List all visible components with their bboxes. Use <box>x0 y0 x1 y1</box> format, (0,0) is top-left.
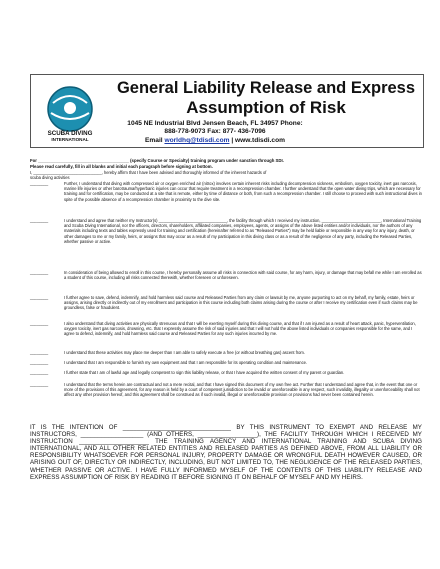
contact-line: Email worldhq@tdisdi.com | www.tdisdi.com <box>145 137 285 144</box>
clause-text: I understand that these activities may place me deeper than I am able to safely execute a free (or without breathing gas) ascent from. <box>64 350 305 355</box>
initial-blank[interactable]: ________ <box>30 360 49 365</box>
document-title <box>111 79 421 117</box>
initial-blank[interactable]: ________ <box>30 321 49 326</box>
initial-blank[interactable]: ________ <box>30 350 49 355</box>
affirm-text-2: scuba diving activities <box>30 175 70 180</box>
initial-blank[interactable]: ________ <box>30 218 49 223</box>
clause-8 <box>30 370 422 380</box>
address-line: 1045 NE Industrial Blvd Jensen Beach, FL 34957 Phone: <box>127 120 303 127</box>
clause-text: I further state that I am of lawful age and legally competent to sign this liability release, or that I have acquired the written consent of my parent or guardian. <box>64 370 345 375</box>
initial-blank[interactable]: ________ <box>30 295 49 300</box>
clause-6 <box>30 350 422 360</box>
phone-fax: 888-778-9073 Fax: 877- 436-7096 <box>164 128 266 135</box>
initial-blank[interactable]: ________ <box>30 181 49 186</box>
clause-9 <box>30 382 422 415</box>
course-specify: For ______________________________________ (specify Course or Specialty) training program under sanction through SDI. <box>30 158 284 163</box>
clause-text: I also understand that diving activities are physically strenuous and that I will be exerting myself during this diving course, and that if I am injured as a result of heart attack, panic, hyperventilation, oxygen toxicity, inert gas narcosis, drowning, etc. that I expressly assume the risk of said injuries and that I will not hold the above listed individuals or companies responsible for the same, and I agree to defend, indemnify, and hold harmless said course and Released Parties for any such injuries incurred by me. <box>64 321 416 337</box>
affirm-text: I, ______________________________, hereby affirm that I have been advised and thoroughly informed of the inherent hazards of <box>30 170 267 175</box>
clause-5 <box>30 321 422 347</box>
clause-text: I understand and agree that neither my Instructor(s) ______________________________, the facility through which I received my instruction, __________________________, International Training and Scuba Diving International, nor the officers, directors, shareholders, affiliated companies, employees, agents, or assigns of the above listed entities and/or individuals, nor the authors of any materials including texts and tables expressly used for training and certification (hereinafter referred to as "Released Parties") may be held liable or responsible in any way for any injury, death, or other damages to me or my family, heirs, or assigns that may occur as a result of my participation in this diving class or as a result of the negligence of any party, including the Released Parties, whether passive or active. <box>64 218 422 244</box>
svg-text:INTERNATIONAL: INTERNATIONAL <box>51 137 89 142</box>
clause-2 <box>30 218 422 260</box>
website[interactable]: www.tdisdi.com <box>235 137 285 144</box>
email-label: Email <box>145 137 163 144</box>
clause-4 <box>30 295 422 321</box>
clause-1 <box>30 181 422 217</box>
svg-text:SCUBA DIVING: SCUBA DIVING <box>47 130 93 137</box>
instructions: Please read carefully, fill in all blanks and initial each paragraph before signing at bottom. <box>30 164 213 169</box>
title-line-2: Assumption of Risk <box>186 98 346 117</box>
title-line-1: General Liability Release and Express <box>116 79 416 97</box>
closing-statement: IT IS THE INTENTION OF _______________________________ BY THIS INSTRUMENT TO EXEMPT AND RELEASE MY INSTRUCTORS, __________________ (AND OTHERS, _________________), THE FACILITY THROUGH WHICH I RECEIVED MY INSTRUCTION ____________________ THE TRAINING AGENCY AND INTERNATIONAL TRAINING AND SCUBA DIVING INTERNATIONAL, AND ALL OTHER RELATED ENTITIES AND RELEASED PARTIES AS DEFINED ABOVE, FROM ALL LIABILITY OR RESPONSIBILITY WHATSOEVER FOR PERSONAL INJURY, PROPERTY DAMAGE OR WRONGFUL DEATH HOWEVER CAUSED, OR ARISING OUT OF, DIRECTLY OR INDIRECTLY, INCLUDING, BUT NOT LIMITED TO, THE NEGLIGENCE OF THE RELEASED PARTIES, WHETHER PASSIVE OR ACTIVE. I HAVE FULLY INFORMED MYSELF OF THE CONTENTS OF THIS LIABILITY RELEASE AND EXPRESS ASSUMPTION OF RISK BY READING IT BEFORE SIGNING IT ON BEHALF OF MYSELF AND MY HEIRS. <box>30 424 422 481</box>
clause-text: In consideration of being allowed to enroll in this course, I hereby personally assume all risks in connection with said course, for any harm, injury, or damage that may befall me while I am enrolled as a student of this course, including all risks connected therewith, whether foreseen or unforeseen. <box>64 270 422 281</box>
phone-fax-line <box>6 128 424 135</box>
clause-text: Further, I understand that diving with compressed air or oxygen enriched air (nitrox) involves certain inherent risks including decompression sickness, embolism, oxygen toxicity, inert gas narcosis, marine life injuries or other barotrauma/hyperbaric injuries can occur that require treatment in a recompression chamber. I further understand that the open water diving trips, which are necessary for training and for certification, may be conducted at a site that is remote, either by time of distance or both, from such a recompression chamber. I still choose to proceed with such instructional dives in spite of the possible absence of a recompression chamber in proximity to the dive site. <box>64 181 422 202</box>
email-link[interactable]: worldhq@tdisdi.com <box>164 137 230 144</box>
initial-blank[interactable]: ________ <box>30 270 49 275</box>
clause-text: I understand that I am responsible to furnish my own equipment and that I am responsible for its operating condition and maintenance. <box>64 360 308 365</box>
instructions-line <box>30 164 422 169</box>
clause-text: I further agree to save, defend, indemnify, and hold harmless said course and Released Parties from any claim or lawsuit by me, anyone purporting to act on my behalf, my family, estate, heirs or assigns, arising directly or indirectly out of my enrollment and participation in this course including both claims arising during the course or after I receive my certification even if such claims may be groundless, false or fraudulent. <box>64 295 418 311</box>
course-line <box>30 158 422 163</box>
initial-blank[interactable]: ________ <box>30 370 49 375</box>
affirm-line-2 <box>30 175 422 180</box>
clause-3 <box>30 270 422 287</box>
initial-blank[interactable]: ________ <box>30 382 49 387</box>
clause-text: I understand that the terms herein are contractual and not a mere recital, and that I have signed this document of my own free act. Further that I understand and agree that, in the event that one or more of the provisions of this agreement, for any reason is held by a court of competent jurisdiction to be invalid or unenforceable in any respect, such invalidity, illegality or unenforceability shall not affect any other provision hereof, and this agreement shall be construed as if such invalid, illegal or unenforceable provision or provisions had never been contained herein. <box>64 382 420 398</box>
clause-7 <box>30 360 422 370</box>
